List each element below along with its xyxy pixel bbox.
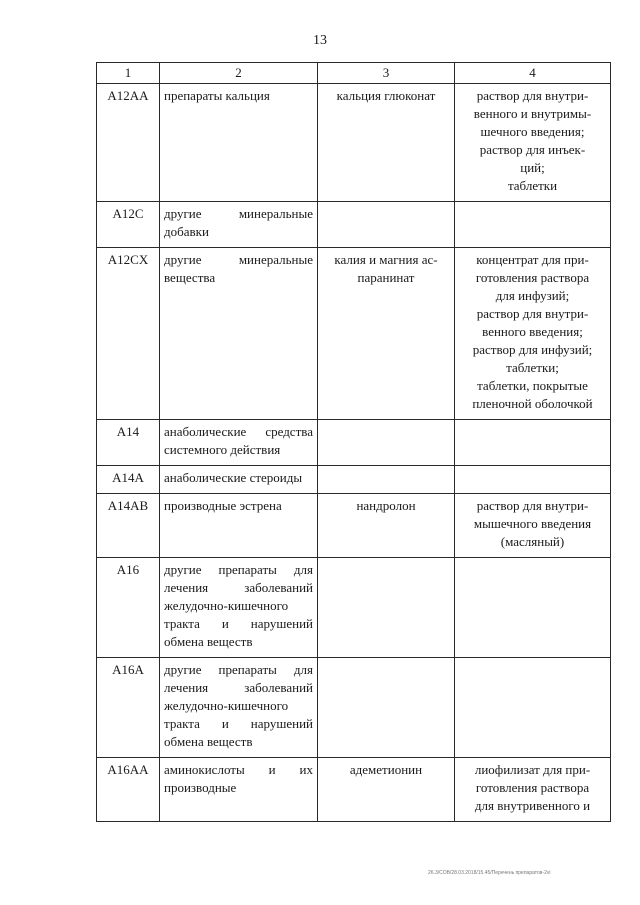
dosage-forms-cell	[455, 658, 611, 758]
dosage-form-line: готовления раствора	[475, 780, 590, 795]
substance-cell	[318, 420, 455, 466]
dosage-forms-cell	[455, 248, 611, 420]
substance-cell: адеметионин	[318, 758, 455, 822]
dosage-form-line: раствор для внутри-	[476, 88, 589, 103]
substance-cell	[318, 658, 455, 758]
dosage-form-line: венного и внутримы-	[473, 106, 592, 121]
group-name-cell: другие минеральные вещества	[160, 248, 318, 420]
dosage-form-line: готовления раствора	[475, 270, 590, 285]
dosage-form-line: раствор для внутри-	[476, 498, 589, 513]
table-row	[97, 758, 611, 822]
dosage-forms-cell	[455, 558, 611, 658]
atc-code-cell: A16A	[97, 658, 160, 758]
dosage-form-line: ций;	[520, 160, 545, 175]
substance-cell	[318, 202, 455, 248]
table-row	[97, 494, 611, 558]
substance-cell: калия и магния ас-паранинат	[318, 248, 455, 420]
atc-code-cell: A12C	[97, 202, 160, 248]
group-name-cell: анаболические средства системного действия	[160, 420, 318, 466]
atc-code-cell: A12CX	[97, 248, 160, 420]
dosage-form-line: (масляный)	[500, 534, 565, 549]
table-body	[97, 84, 611, 822]
document-footer: 26.3/COB/28.03.2018/15.45/Перечень препаратов-2vi	[428, 870, 551, 876]
group-name-cell: производные эстрена	[160, 494, 318, 558]
group-name-cell: аминокислоты и их производные	[160, 758, 318, 822]
dosage-form-line: мышечного введения	[473, 516, 592, 531]
substance-cell: кальция глюконат	[318, 84, 455, 202]
dosage-forms-cell	[455, 758, 611, 822]
substance-cell	[318, 558, 455, 658]
dosage-forms-cell	[455, 420, 611, 466]
substance-cell	[318, 466, 455, 494]
table-header	[97, 63, 611, 84]
dosage-form-line: концентрат для при-	[476, 252, 589, 267]
table-row	[97, 84, 611, 202]
dosage-form-line: раствор для внутри-	[476, 306, 589, 321]
dosage-form-line: шечного введения;	[480, 124, 585, 139]
table-row	[97, 466, 611, 494]
atc-code-cell: A12AA	[97, 84, 160, 202]
table-row	[97, 558, 611, 658]
column-header-4: 4	[455, 63, 611, 84]
dosage-form-line: для внутривенного и	[474, 798, 591, 813]
dosage-form-line: раствор для инфузий;	[472, 342, 593, 357]
column-header-3: 3	[318, 63, 455, 84]
substance-cell: нандролон	[318, 494, 455, 558]
dosage-form-line: раствор для инъек-	[479, 142, 586, 157]
dosage-forms-cell	[455, 494, 611, 558]
table-row	[97, 248, 611, 420]
dosage-forms-cell	[455, 84, 611, 202]
group-name-cell: другие препараты для лечения заболеваний желудочно-кишечного тракта и нарушений обмена веществ	[160, 658, 318, 758]
atc-code-cell: A16	[97, 558, 160, 658]
table-row	[97, 658, 611, 758]
column-header-1: 1	[97, 63, 160, 84]
group-name-cell: препараты кальция	[160, 84, 318, 202]
atc-code-cell: A14AB	[97, 494, 160, 558]
group-name-cell: другие минеральные добавки	[160, 202, 318, 248]
dosage-form-line: таблетки	[507, 178, 558, 193]
group-name-cell: другие препараты для лечения заболеваний желудочно-кишечного тракта и нарушений обмена веществ	[160, 558, 318, 658]
column-header-2: 2	[160, 63, 318, 84]
dosage-form-line: лиофилизат для при-	[474, 762, 591, 777]
header-row	[97, 63, 611, 84]
table-row	[97, 420, 611, 466]
group-name-cell: анаболические стероиды	[160, 466, 318, 494]
dosage-form-line: венного введения;	[482, 324, 583, 339]
drug-list-table	[96, 62, 611, 822]
table-row	[97, 202, 611, 248]
dosage-forms-cell	[455, 202, 611, 248]
dosage-form-line: таблетки, покрытые	[477, 378, 588, 393]
dosage-forms-cell	[455, 466, 611, 494]
dosage-form-line: пленочной оболочкой	[472, 396, 593, 411]
dosage-form-line: для инфузий;	[495, 288, 570, 303]
dosage-form-line: таблетки;	[506, 360, 559, 375]
atc-code-cell: A16AA	[97, 758, 160, 822]
atc-code-cell: A14A	[97, 466, 160, 494]
atc-code-cell: A14	[97, 420, 160, 466]
page-number: 13	[313, 33, 327, 48]
